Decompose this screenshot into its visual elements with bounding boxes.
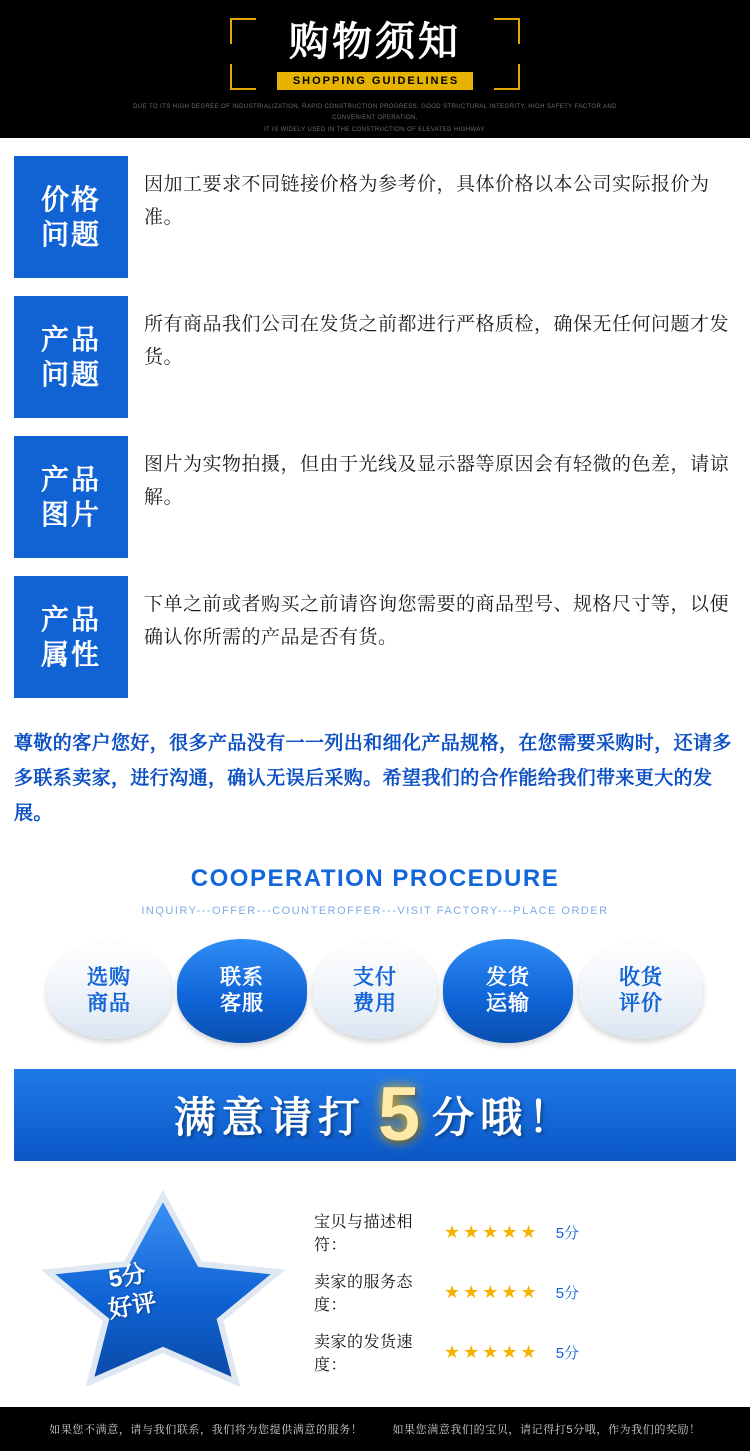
notice-text: 图片为实物拍摄，但由于光线及显示器等原因会有轻微的色差，请谅解。	[144, 454, 730, 509]
five-point-star-icon	[32, 1190, 294, 1386]
star-label-line-2: 好评	[106, 1289, 159, 1325]
notice-item-price	[14, 156, 736, 278]
rating-section	[0, 1161, 750, 1389]
step-label-line-2: 费用	[353, 992, 397, 1016]
notice-item-product-quality	[14, 296, 736, 418]
step-label-line-1: 选购	[87, 966, 131, 990]
cooperation-section	[0, 831, 750, 1043]
rating-row-item-matches-description	[314, 1209, 736, 1255]
notice-text: 下单之前或者购买之前请咨询您需要的商品型号、规格尺寸等，以便确认你所需的产品是否有货。	[144, 594, 730, 649]
rating-row-shipping-speed	[314, 1329, 736, 1375]
rating-row-label: 卖家的服务态度：	[314, 1274, 414, 1315]
banner-text-left: 满意请打	[173, 1094, 366, 1142]
notice-text: 因加工要求不同链接价格为参考价，具体价格以本公司实际报价为准。	[144, 174, 710, 229]
banner-text-right: 分哦！	[432, 1094, 577, 1142]
step-label-line-1: 联系	[220, 966, 264, 990]
notice-item-product-attributes	[14, 576, 736, 698]
rating-row-label: 卖家的发货速度：	[314, 1334, 414, 1375]
page-header	[0, 0, 750, 138]
step-label-line-1: 收货	[619, 966, 663, 990]
step-label-line-1: 发货	[486, 966, 530, 990]
notice-tag	[14, 576, 128, 698]
step-label-line-2: 商品	[87, 992, 131, 1016]
cooperation-title: COOPERATION PROCEDURE	[190, 865, 560, 893]
rating-row-seller-service	[314, 1269, 736, 1315]
notice-tag-line-1: 产品	[40, 464, 101, 495]
step-label-line-2: 评价	[619, 992, 663, 1016]
step-shipping	[443, 939, 573, 1043]
notice-list	[0, 138, 750, 698]
star-label	[101, 1259, 159, 1326]
rating-score: 5分	[555, 1284, 580, 1302]
step-select-product	[47, 943, 171, 1039]
frame-corner-bottom-left-icon	[230, 64, 256, 90]
notice-tag	[14, 156, 128, 278]
notice-item-product-photos	[14, 436, 736, 558]
notice-text: 所有商品我们公司在发货之前都进行严格质检，确保无任何问题才发货。	[144, 314, 730, 369]
rating-stars-icon: ★★★★★	[444, 1341, 540, 1362]
cooperation-steps	[0, 939, 750, 1043]
step-label-line-2: 客服	[220, 992, 264, 1016]
notice-tag-line-2: 图片	[40, 499, 101, 530]
star-label-line-1: 5分	[106, 1260, 149, 1294]
rating-stars-icon: ★★★★★	[444, 1281, 540, 1302]
rating-rows	[314, 1187, 736, 1389]
page-subtitle: SHOPPING GUIDELINES	[277, 72, 473, 90]
step-contact-service	[177, 939, 307, 1043]
frame-corner-bottom-right-icon	[494, 64, 520, 90]
notice-tag-line-2: 问题	[40, 359, 101, 390]
notice-tag	[14, 436, 128, 558]
notice-tag-line-1: 产品	[40, 324, 101, 355]
header-fine-print-line-1: DUE TO ITS HIGH DEGREE OF INDUSTRIALIZATION, RAPID CONSTRUCTION PROGRESS, GOOD STRUCTURAL INTEGRITY, HIGH SAFETY FACTOR AND CONVENIENT OPERATION,	[133, 104, 617, 122]
step-payment	[313, 943, 437, 1039]
rating-row-label: 宝贝与描述相符：	[314, 1214, 414, 1255]
page-footer	[0, 1407, 750, 1451]
notice-tag-line-1: 产品	[40, 604, 101, 635]
banner-five-digit: 5	[377, 1072, 421, 1158]
rating-stars-icon: ★★★★★	[444, 1221, 540, 1242]
header-fine-print-line-2: IT IS WIDELY USED IN THE CONSTRUCTION OF ELEVATED HIGHWAY.	[263, 126, 487, 133]
notice-tag-line-2: 属性	[40, 639, 101, 670]
star-graphic-wrap	[14, 1188, 314, 1388]
step-receive-and-review	[579, 943, 703, 1039]
rating-score: 5分	[555, 1344, 580, 1362]
step-label-line-2: 运输	[486, 992, 530, 1016]
footer-text-left: 如果您不满意，请与我们联系，我们将为您提供满意的服务！	[49, 1424, 363, 1437]
notice-tag-line-1: 价格	[40, 184, 101, 215]
five-star-banner	[14, 1069, 736, 1161]
rating-score: 5分	[555, 1224, 580, 1242]
notice-tag-line-2: 问题	[40, 219, 101, 250]
step-label-line-1: 支付	[353, 966, 397, 990]
footer-text-right: 如果您满意我们的宝贝，请记得打5分哦，作为我们的奖励！	[392, 1424, 701, 1437]
notice-tag	[14, 296, 128, 418]
page-title: 购物须知	[289, 20, 461, 64]
cooperation-subtitle: INQUIRY---OFFER---COUNTEROFFER---VISIT FACTORY---PLACE ORDER	[141, 905, 609, 918]
customer-note-paragraph: 尊敬的客户您好，很多产品没有一一列出和细化产品规格，在您需要采购时，还请多多联系卖家，进行沟通，确认无误后采购。希望我们的合作能给我们带来更大的发展。	[14, 733, 732, 825]
